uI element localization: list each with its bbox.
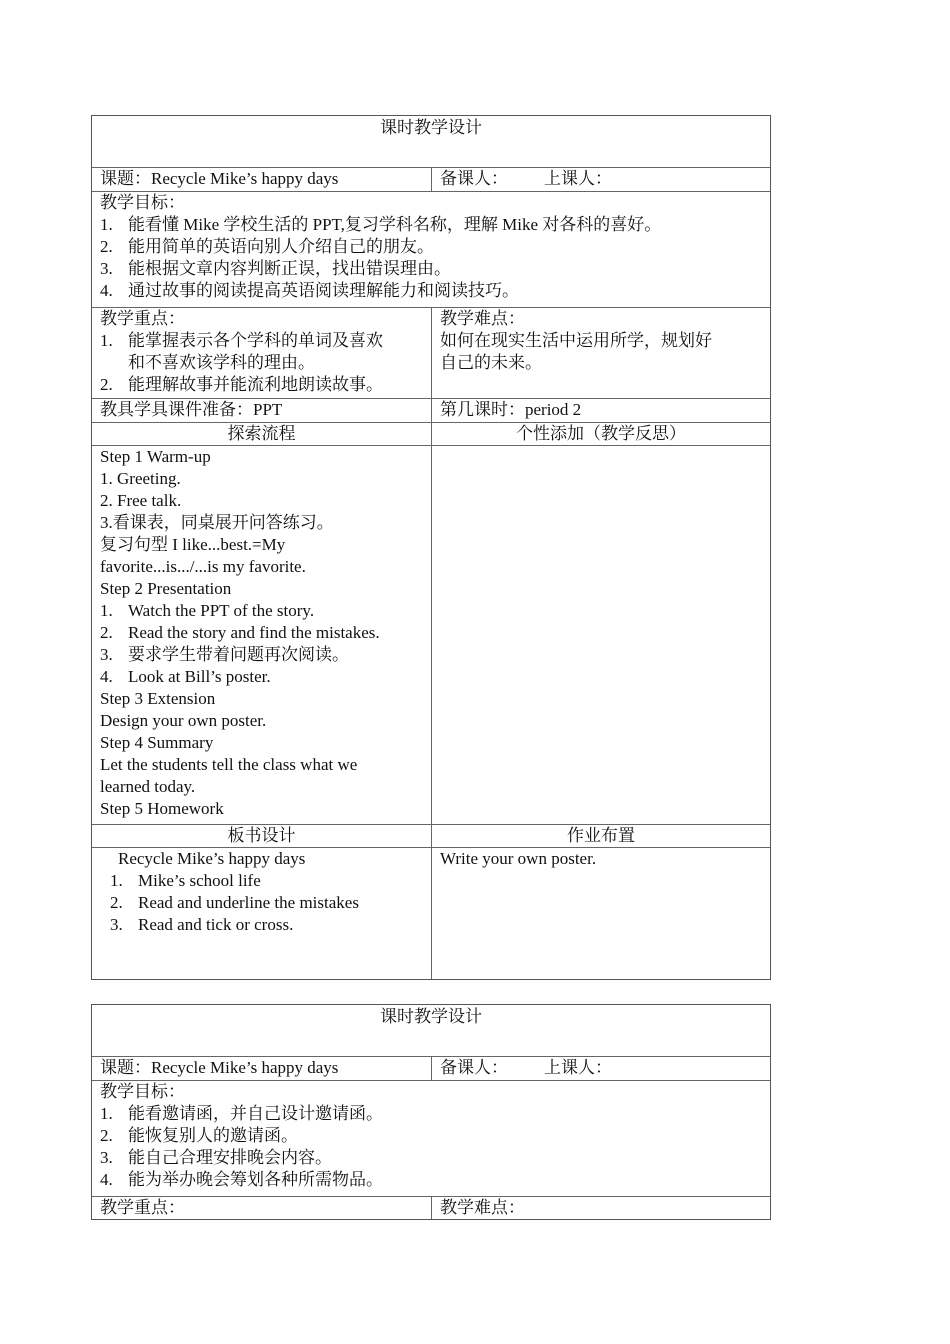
homework-cell <box>432 848 770 979</box>
board-row <box>92 848 770 979</box>
objective-item <box>100 1103 762 1125</box>
process-line: Step 1 Warm-up <box>100 447 211 466</box>
materials-label: 教具学具课件准备：PPT <box>92 399 432 422</box>
item-text: 要求学生带着问题再次阅读。 <box>128 645 349 664</box>
objective-item <box>100 258 762 280</box>
item-text: 能看邀请函，并自己设计邀请函。 <box>128 1104 383 1123</box>
item-number: 4. <box>100 1170 113 1189</box>
table-title: 课时教学设计 <box>380 1007 482 1026</box>
board-item <box>100 914 423 936</box>
item-text: 能根据文章内容判断正误，找出错误理由。 <box>128 259 451 278</box>
item-text: Read the story and find the mistakes. <box>128 623 380 642</box>
item-text: 能自己合理安排晚会内容。 <box>128 1148 332 1167</box>
item-number: 1. <box>100 1104 113 1123</box>
difficulties-text-line: 如何在现实生活中运用所学，规划好 <box>440 331 712 350</box>
key-points-row <box>92 308 770 399</box>
process-line: Step 4 Summary <box>100 733 214 752</box>
process-line: Step 3 Extension <box>100 689 216 708</box>
difficulties-heading: 教学难点： <box>440 309 525 328</box>
item-number: 4. <box>100 667 113 686</box>
item-number: 1. <box>100 331 113 350</box>
teacher-label: 上课人： <box>544 169 612 188</box>
process-line: Step 5 Homework <box>100 799 224 818</box>
process-line: learned today. <box>100 777 196 796</box>
item-number: 2. <box>110 893 123 912</box>
process-row <box>92 446 770 825</box>
item-number: 2. <box>100 237 113 256</box>
process-line: Step 2 Presentation <box>100 579 232 598</box>
objective-item <box>100 214 762 236</box>
preparer-teacher-cell <box>432 1057 770 1080</box>
process-header: 探索流程 <box>92 423 432 445</box>
key-point-item <box>100 330 423 352</box>
item-text: 能看懂 Mike 学校生活的 PPT,复习学科名称，理解 Mike 对各科的喜好。 <box>128 215 662 234</box>
difficulties-text-line: 自己的未来。 <box>440 353 542 372</box>
materials-row <box>92 399 770 423</box>
item-number: 2. <box>100 623 113 642</box>
process-header-row <box>92 423 770 446</box>
board-header-row <box>92 825 770 848</box>
objectives-row <box>92 1081 770 1197</box>
item-number: 1. <box>110 871 123 890</box>
process-line <box>100 644 423 666</box>
homework-header: 作业布置 <box>567 826 635 845</box>
item-number: 3. <box>100 259 113 278</box>
key-points-heading: 教学重点： <box>92 1197 432 1219</box>
lesson-plan-table-2 <box>91 1004 771 1220</box>
process-line <box>100 600 423 622</box>
objectives-cell <box>92 1081 770 1196</box>
key-points-row <box>92 1197 770 1219</box>
process-line: favorite...is.../...is my favorite. <box>100 557 306 576</box>
item-number: 2. <box>100 375 113 394</box>
process-line: 2. Free talk. <box>100 491 182 510</box>
topic-row <box>92 168 770 192</box>
key-point-item <box>100 374 423 396</box>
reflection-header: 个性添加（教学反思） <box>516 424 686 443</box>
item-number: 1. <box>100 601 113 620</box>
board-title: Recycle Mike’s happy days <box>118 849 306 868</box>
objectives-cell <box>92 192 770 307</box>
item-text: 能恢复别人的邀请函。 <box>128 1126 298 1145</box>
title-row <box>92 116 770 168</box>
table-title: 课时教学设计 <box>380 118 482 137</box>
item-number: 3. <box>100 645 113 664</box>
objectives-heading: 教学目标： <box>100 1082 185 1101</box>
board-cell <box>92 848 432 979</box>
item-number: 4. <box>100 281 113 300</box>
preparer-teacher-cell <box>432 168 770 191</box>
item-text: Read and tick or cross. <box>138 915 294 934</box>
topic-row <box>92 1057 770 1081</box>
objectives-row <box>92 192 770 308</box>
item-text: Read and underline the mistakes <box>138 893 359 912</box>
preparer-label: 备课人： <box>440 169 508 188</box>
preparer-label: 备课人： <box>440 1058 508 1077</box>
key-point-item-continued: 和不喜欢该学科的理由。 <box>128 353 315 372</box>
objective-item <box>100 280 762 302</box>
process-line: 3.看课表，同桌展开问答练习。 <box>100 513 334 532</box>
process-line <box>100 666 423 688</box>
key-points-heading: 教学重点： <box>100 309 185 328</box>
key-points-cell <box>92 308 432 398</box>
objective-item <box>100 1147 762 1169</box>
item-number: 3. <box>110 915 123 934</box>
item-text: 能为举办晚会筹划各种所需物品。 <box>128 1170 383 1189</box>
item-text: 通过故事的阅读提高英语阅读理解能力和阅读技巧。 <box>128 281 519 300</box>
objective-item <box>100 1125 762 1147</box>
topic-label: 课题：Recycle Mike’s happy days <box>92 1057 432 1080</box>
process-line: 1. Greeting. <box>100 469 181 488</box>
difficulties-cell <box>432 308 770 398</box>
process-line: Let the students tell the class what we <box>100 755 358 774</box>
item-text: 能理解故事并能流利地朗读故事。 <box>128 375 383 394</box>
board-header: 板书设计 <box>92 825 432 847</box>
title-row <box>92 1005 770 1057</box>
objective-item <box>100 236 762 258</box>
item-number: 3. <box>100 1148 113 1167</box>
board-item <box>100 870 423 892</box>
board-item <box>100 892 423 914</box>
item-text: Mike’s school life <box>138 871 261 890</box>
homework-text: Write your own poster. <box>440 849 597 868</box>
objectives-heading: 教学目标： <box>100 193 185 212</box>
process-line: Design your own poster. <box>100 711 267 730</box>
item-text: Watch the PPT of the story. <box>128 601 315 620</box>
item-text: 能掌握表示各个学科的单词及喜欢 <box>128 331 383 350</box>
item-text: Look at Bill’s poster. <box>128 667 271 686</box>
process-cell <box>92 446 432 824</box>
item-text: 能用简单的英语向别人介绍自己的朋友。 <box>128 237 434 256</box>
lesson-plan-table-1 <box>91 115 771 980</box>
period-label: 第几课时：period 2 <box>440 400 582 419</box>
process-line <box>100 622 423 644</box>
topic-label: 课题：Recycle Mike’s happy days <box>92 168 432 191</box>
process-line: 复习句型 I like...best.=My <box>100 535 286 554</box>
reflection-cell <box>432 446 770 824</box>
item-number: 2. <box>100 1126 113 1145</box>
teacher-label: 上课人： <box>544 1058 612 1077</box>
difficulties-heading: 教学难点： <box>440 1198 525 1217</box>
objective-item <box>100 1169 762 1191</box>
item-number: 1. <box>100 215 113 234</box>
